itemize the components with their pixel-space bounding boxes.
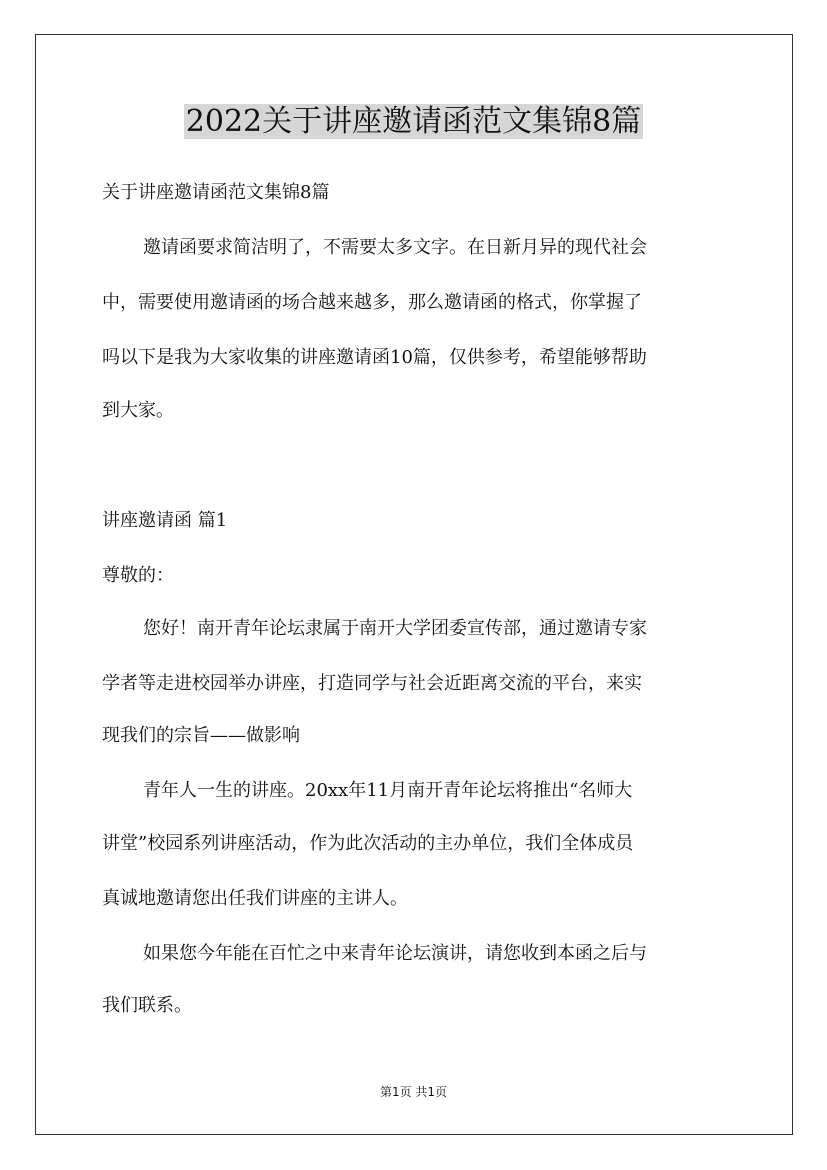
intro-line-2: 中，需要使用邀请函的场合越来越多，那么邀请函的格式，你掌握了 bbox=[102, 292, 642, 313]
body-line-2: 学者等走进校园举办讲座，打造同学与社会近距离交流的平台，来实 bbox=[102, 673, 642, 694]
body-line-4: 青年人一生的讲座。20xx年11月南开青年论坛将推出“名师大 bbox=[143, 780, 633, 801]
page-footer: 第1页 共1页 bbox=[379, 1085, 448, 1099]
document-subtitle: 关于讲座邀请函范文集锦8篇 bbox=[102, 182, 330, 203]
section-heading: 讲座邀请函 篇1 bbox=[102, 510, 228, 531]
body-line-6: 真诚地邀请您出任我们讲座的主讲人。 bbox=[102, 888, 408, 909]
body-line-8: 我们联系。 bbox=[102, 995, 192, 1016]
salutation: 尊敬的： bbox=[102, 565, 174, 586]
document-title-text: 2022关于讲座邀请函范文集锦8篇 bbox=[185, 104, 642, 139]
document-title bbox=[0, 100, 827, 144]
body-line-7: 如果您今年能在百忙之中来青年论坛演讲，请您收到本函之后与 bbox=[143, 943, 647, 964]
intro-line-4: 到大家。 bbox=[102, 400, 174, 421]
body-line-5: 讲堂”校园系列讲座活动，作为此次活动的主办单位，我们全体成员 bbox=[102, 833, 634, 854]
intro-line-3: 吗以下是我为大家收集的讲座邀请函10篇，仅供参考，希望能够帮助 bbox=[102, 347, 647, 368]
intro-line-1: 邀请函要求简洁明了，不需要太多文字。在日新月异的现代社会 bbox=[143, 237, 647, 258]
body-line-1: 您好！南开青年论坛隶属于南开大学团委宣传部，通过邀请专家 bbox=[143, 618, 647, 639]
body-line-3: 现我们的宗旨——做影响 bbox=[102, 725, 300, 746]
